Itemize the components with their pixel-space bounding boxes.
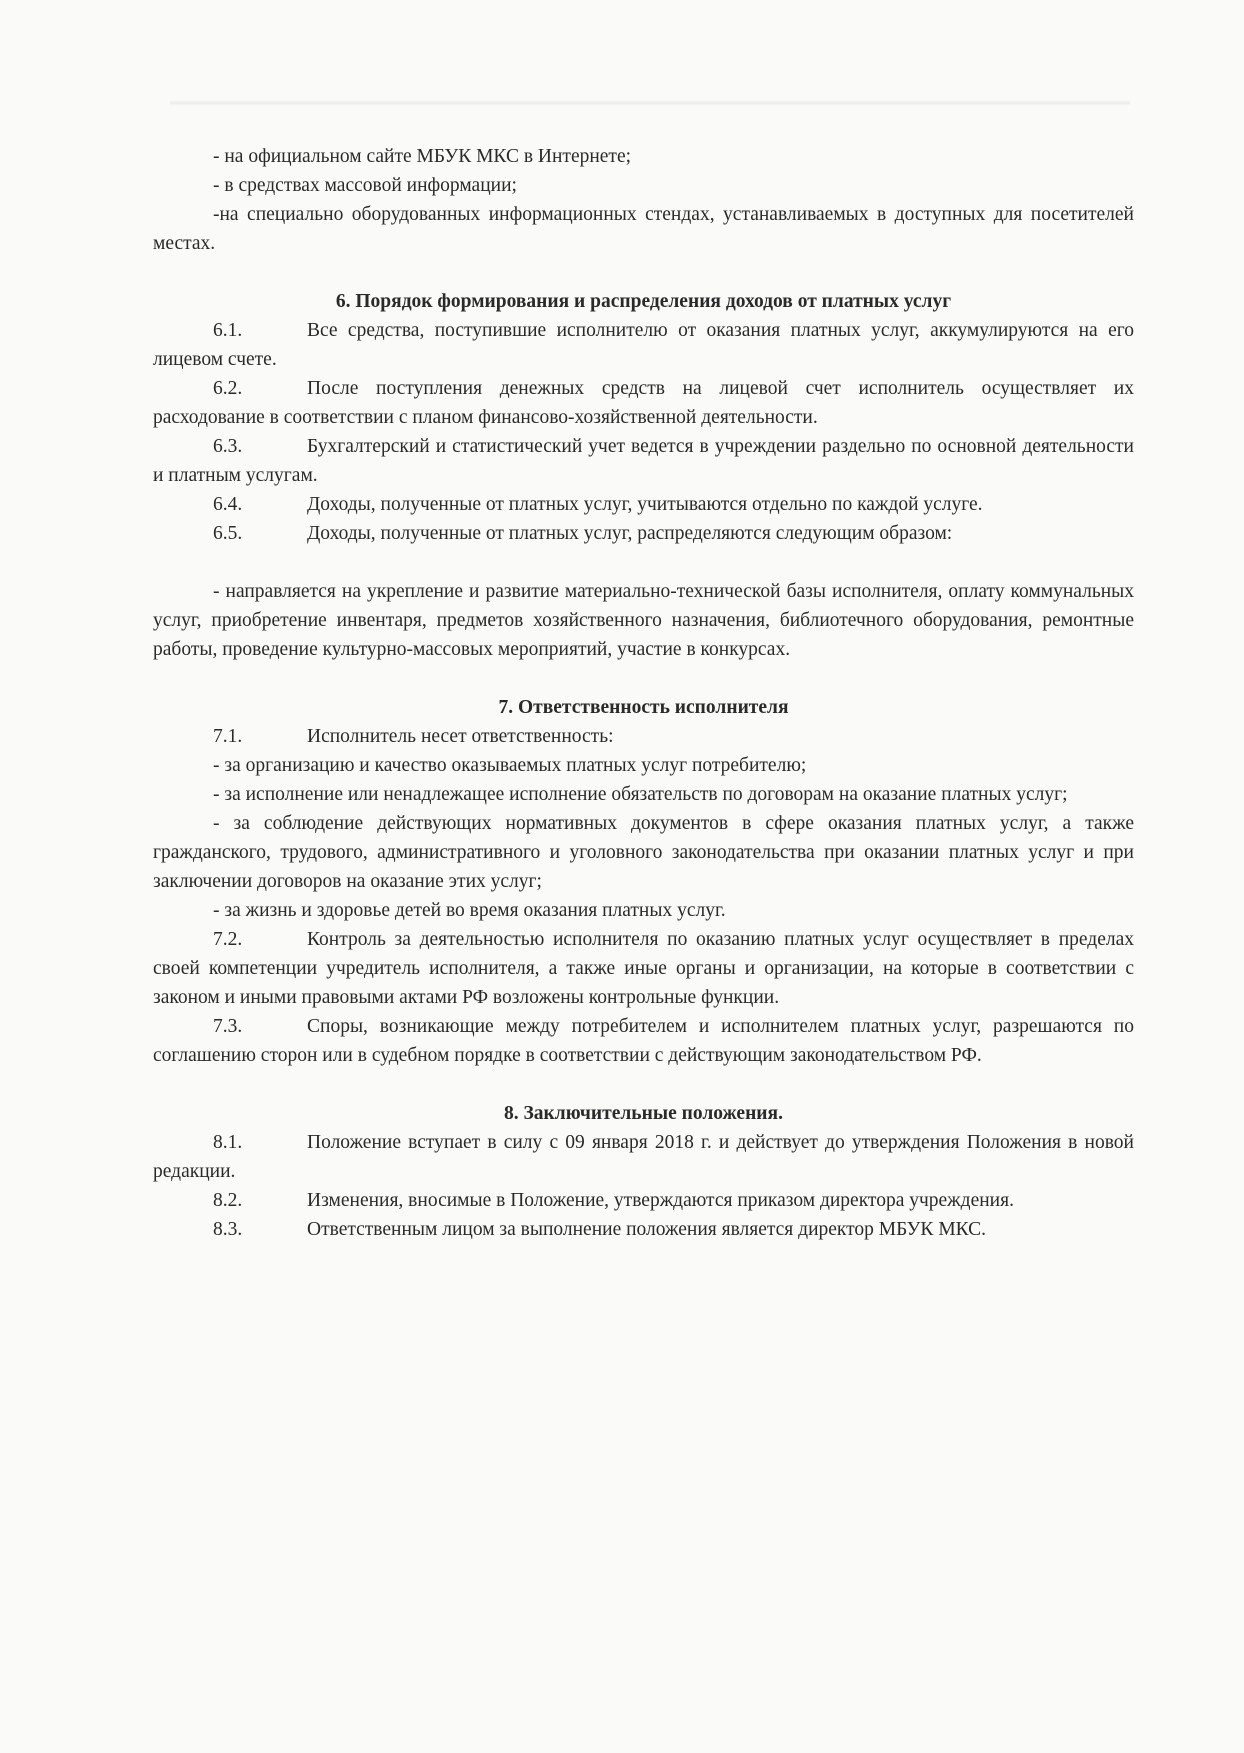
clause-6-5 [153, 519, 1134, 548]
clause-6-1 [153, 316, 1134, 374]
clause-text: Положение вступает в силу с 09 января 2018 г. и действует до утверждения Положения в новой редакции. [153, 1132, 1134, 1182]
list-item: -на специально оборудованных информационных стендах, устанавливаемых в доступных для посетителей местах. [153, 204, 1134, 254]
clause-text: После поступления денежных средств на лицевой счет исполнитель осуществляет их расходование в соответствии с планом финансово-хозяйственной деятельности. [153, 378, 1134, 428]
clause-number: 6.1. [213, 320, 243, 341]
clause-6-2 [153, 374, 1134, 432]
clause-7-1 [153, 722, 1134, 751]
clause-number: 6.2. [213, 378, 243, 399]
clause-6-4 [153, 490, 1134, 519]
list-item: - за жизнь и здоровье детей во время оказания платных услуг. [213, 900, 726, 921]
clause-number: 7.3. [213, 1016, 243, 1037]
list-item: - на официальном сайте МБУК МКС в Интернете; [213, 146, 632, 167]
scan-artifact [170, 100, 1130, 106]
clause-number: 8.3. [213, 1219, 243, 1240]
clause-number: 6.3. [213, 436, 243, 457]
clause-number: 7.1. [213, 726, 243, 747]
clause-text: Ответственным лицом за выполнение положения является директор МБУК МКС. [307, 1219, 987, 1240]
clause-8-3 [153, 1215, 1134, 1244]
clause-7-2 [153, 925, 1134, 1012]
clause-8-1 [153, 1128, 1134, 1186]
clause-7-3 [153, 1012, 1134, 1070]
list-item: - за исполнение или ненадлежащее исполнение обязательств по договорам на оказание платных услуг; [213, 784, 1068, 805]
clause-number: 6.4. [213, 494, 243, 515]
clause-text: Все средства, поступившие исполнителю от оказания платных услуг, аккумулируются на его лицевом счете. [153, 320, 1134, 370]
list-item: - за организацию и качество оказываемых платных услуг потребителю; [213, 755, 807, 776]
clause-text: Контроль за деятельностью исполнителя по оказанию платных услуг осуществляет в пределах своей компетенции учредитель исполнителя, а также иные органы и организации, на которые в соответствии с законом и иными правовыми актами РФ возложены контрольные функции. [153, 929, 1134, 1008]
list-item: - за соблюдение действующих нормативных документов в сфере оказания платных услуг, а также гражданского, трудового, административного и уголовного законодательства при оказании платных услуг и при заключении договоров на оказание этих услуг; [153, 813, 1134, 892]
clause-text: Исполнитель несет ответственность: [307, 726, 614, 747]
clause-text: Бухгалтерский и статистический учет ведется в учреждении раздельно по основной деятельности и платным услугам. [153, 436, 1134, 486]
clause-text: Изменения, вносимые в Положение, утверждаются приказом директора учреждения. [307, 1190, 1014, 1211]
section-8-heading: 8. Заключительные положения. [504, 1103, 783, 1124]
distribution-paragraph: - направляется на укрепление и развитие материально-технической базы исполнителя, оплату коммунальных услуг, приобретение инвентаря, предметов хозяйственного назначения, библиотечного оборудования, ремонтные работы, проведение культурно-массовых мероприятий, участие в конкурсах. [153, 581, 1134, 660]
clause-text: Споры, возникающие между потребителем и исполнителем платных услуг, разрешаются по соглашению сторон или в судебном порядке в соответствии с действующим законодательством РФ. [153, 1016, 1134, 1066]
clause-number: 8.2. [213, 1190, 243, 1211]
clause-number: 8.1. [213, 1132, 243, 1153]
clause-6-3 [153, 432, 1134, 490]
section-6-heading: 6. Порядок формирования и распределения доходов от платных услуг [335, 291, 952, 312]
clause-text: Доходы, полученные от платных услуг, распределяются следующим образом: [307, 523, 953, 544]
clause-number: 6.5. [213, 523, 243, 544]
list-item: - в средствах массовой информации; [213, 175, 517, 196]
document-body [153, 142, 1134, 1244]
section-7-heading: 7. Ответственность исполнителя [498, 697, 789, 718]
clause-8-2 [153, 1186, 1134, 1215]
clause-text: Доходы, полученные от платных услуг, учитываются отдельно по каждой услуге. [307, 494, 983, 515]
clause-number: 7.2. [213, 929, 243, 950]
